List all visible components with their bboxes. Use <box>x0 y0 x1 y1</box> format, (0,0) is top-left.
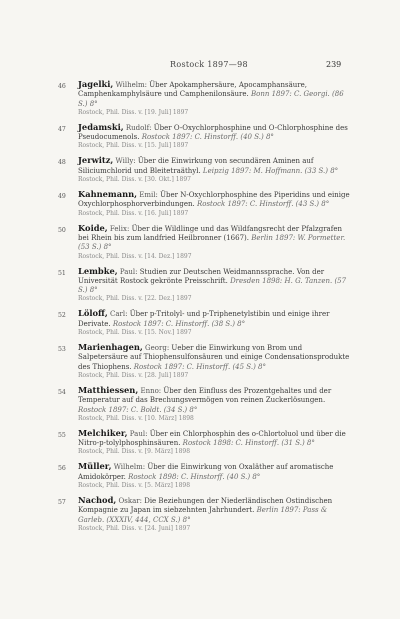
dissertation-title: Über p-Tritolyl- und p-Triphenetylstibin und einige ihrer Derivate. <box>78 310 330 328</box>
author-given-name: Wilhelm: <box>113 463 146 472</box>
author-given-name: Willy: <box>115 157 136 166</box>
publication-info: Leipzig 1897: M. Hoffmann. (33 S.) 8° <box>202 166 339 175</box>
list-item <box>58 156 354 184</box>
dissertation-title: Über ein Chlorphosphin des o-Chlortoluol und über die Nitro-p-tolylphosphinsäuren. <box>78 429 346 448</box>
list-item <box>58 343 354 380</box>
dissertation-note: Rostock, Phil. Diss. v. [15. Nov.] 1897 <box>78 329 192 337</box>
dissertation-title: Über die Wildlinge und das Wildfangsrecht der Pfalzgrafen bei Rhein bis zum landfried Heilbronner (1667). <box>78 224 342 242</box>
entry-number: 53 <box>58 346 66 354</box>
author-surname: Jerwitz, <box>78 155 114 166</box>
dissertation-note: Rostock, Phil. Diss. v. [16. Juli] 1897 <box>78 209 189 217</box>
publication-info: Berlin 1897: W. Pormetter. (53 S.) 8° <box>78 233 346 252</box>
dissertation-title: Über den Einfluss des Prozentgehaltes und der Temperatur auf das Brechungsvermögen von reinen Zuckerlösungen. <box>78 386 332 405</box>
dissertation-note: Rostock, Phil. Diss. v. [24. Juni] 1897 <box>78 524 191 532</box>
author-surname: Koide, <box>78 222 108 233</box>
dissertation-title: Studien zur Deutschen Weidmannssprache. Von der Universität Rostock gekrönte Preisschrift. <box>78 267 325 285</box>
author-surname: Lembke, <box>78 265 118 276</box>
author-surname: Müller, <box>78 461 112 472</box>
publication-info: Dresden 1898: H. G. Tanzen. (57 S.) 8° <box>78 276 347 295</box>
author-given-name: Paul: <box>129 429 148 438</box>
dissertation-note: Rostock, Phil. Diss. v. [22. Dez.] 1897 <box>78 295 192 303</box>
author-surname: Löloff, <box>78 308 108 319</box>
dissertation-note: Rostock, Phil. Diss. v. [9. März] 1898 <box>78 448 191 456</box>
entry-number: 48 <box>58 159 66 167</box>
author-given-name: Georg: <box>145 344 170 353</box>
author-surname: Nachod, <box>78 495 117 506</box>
dissertation-title: Über N-Oxychlorphosphine des Piperidins und einige Oxychlorphosphorverbindungen. <box>78 191 350 209</box>
entry-number: 50 <box>58 226 66 234</box>
publication-info: Bonn 1897: C. Georgi. (86 S.) 8° <box>78 90 344 108</box>
entry-number: 56 <box>58 465 66 473</box>
author-given-name: Oskar: <box>118 497 142 506</box>
entry-number: 57 <box>58 499 66 507</box>
dissertation-title: Über Apokamphersäure, Apocamphansäure, Camphenkamphylsäure und Camphenilonsäure. <box>78 81 307 99</box>
author-given-name: Emil: <box>139 191 158 200</box>
dissertation-note: Rostock, Phil. Diss. v. [5. März] 1898 <box>78 482 191 490</box>
list-item <box>58 309 354 337</box>
dissertation-note: Rostock, Phil. Diss. v. [14. Dez.] 1897 <box>78 252 192 260</box>
entry-number: 55 <box>58 431 66 439</box>
entry-number: 51 <box>58 269 66 277</box>
author-surname: Melchiker, <box>78 427 128 438</box>
list-item <box>58 462 354 490</box>
list-item <box>58 123 354 151</box>
publication-info: Rostock 1897: C. Hinstorff. (43 S.) 8° <box>196 200 330 209</box>
dissertation-title: Ueber die Einwirkung von Brom und Salpetersäure auf Thiophensulfonsäuren und einige Condensationsprodukte des Thiophens. <box>78 344 350 371</box>
dissertation-title: Über O-Oxychlorphosphine und O-Chlorphosphine des Pseudocumenols. <box>78 123 348 142</box>
entry-list <box>58 80 354 539</box>
author-surname: Jagelki, <box>78 79 114 89</box>
dissertation-note: Rostock, Phil. Diss. v. [15. Juli] 1897 <box>78 142 189 150</box>
dissertation-title: Über die Einwirkung von secundären Aminen auf Siliciumchlorid und Bleitetraäthyl. <box>78 157 314 175</box>
author-given-name: Wilhelm: <box>115 81 147 89</box>
author-given-name: Carl: <box>110 310 128 319</box>
list-item <box>58 496 354 533</box>
publication-info: Rostock 1898: C. Hinstorff. (40 S.) 8° <box>128 472 261 481</box>
author-given-name: Enno: <box>140 386 162 395</box>
publication-info: Berlin 1897: Pass & Garleb. (XXXIV, 444, CCX S.) 8° <box>78 506 328 524</box>
list-item <box>58 80 354 117</box>
author-surname: Kahnemann, <box>78 189 138 200</box>
author-surname: Jedamski, <box>78 121 124 132</box>
entry-number: 54 <box>58 388 66 396</box>
publication-info: Rostock 1897: C. Boldt. (34 S.) 8° <box>78 405 198 414</box>
entry-number: 46 <box>58 83 66 90</box>
entry-number: 52 <box>58 312 66 320</box>
publication-info: Rostock 1897: C. Hinstorff. (40 S.) 8° <box>141 133 274 142</box>
list-item <box>58 386 354 423</box>
author-given-name: Felix: <box>109 224 130 233</box>
publication-info: Rostock 1897: C. Hinstorff. (38 S.) 8° <box>112 319 246 328</box>
entry-number: 47 <box>58 125 66 133</box>
page-header <box>0 60 400 74</box>
author-given-name: Rudolf: <box>125 123 152 132</box>
dissertation-note: Rostock, Phil. Diss. v. [19. Juli] 1897 <box>78 108 189 116</box>
list-item <box>58 429 354 457</box>
list-item <box>58 267 354 304</box>
running-head: Rostock 1897—98 <box>170 60 248 69</box>
dissertation-note: Rostock, Phil. Diss. v. [10. März] 1898 <box>78 414 194 422</box>
author-surname: Marienhagen, <box>78 342 143 353</box>
author-surname: Matthiessen, <box>78 384 139 395</box>
entry-number: 49 <box>58 193 66 201</box>
publication-info: Rostock 1897: C. Hinstorff. (45 S.) 8° <box>133 362 266 371</box>
dissertation-title: Über die Einwirkung von Oxaläther auf aromatische Amidokörper. <box>78 463 334 481</box>
dissertation-note: Rostock, Phil. Diss. v. [28. Juli] 1897 <box>78 371 189 379</box>
dissertation-note: Rostock, Phil. Diss. v. [30. Okt.] 1897 <box>78 176 191 184</box>
publication-info: Rostock 1898: C. Hinstorff. (31 S.) 8° <box>182 439 315 448</box>
list-item <box>58 190 354 218</box>
list-item <box>58 224 354 261</box>
author-given-name: Paul: <box>119 267 138 276</box>
dissertation-title: Die Beziehungen der Niederländischen Ostindischen Kompagnie zu Japan im siebzehnten Jahrhundert. <box>78 497 333 515</box>
page-number: 239 <box>326 60 342 69</box>
